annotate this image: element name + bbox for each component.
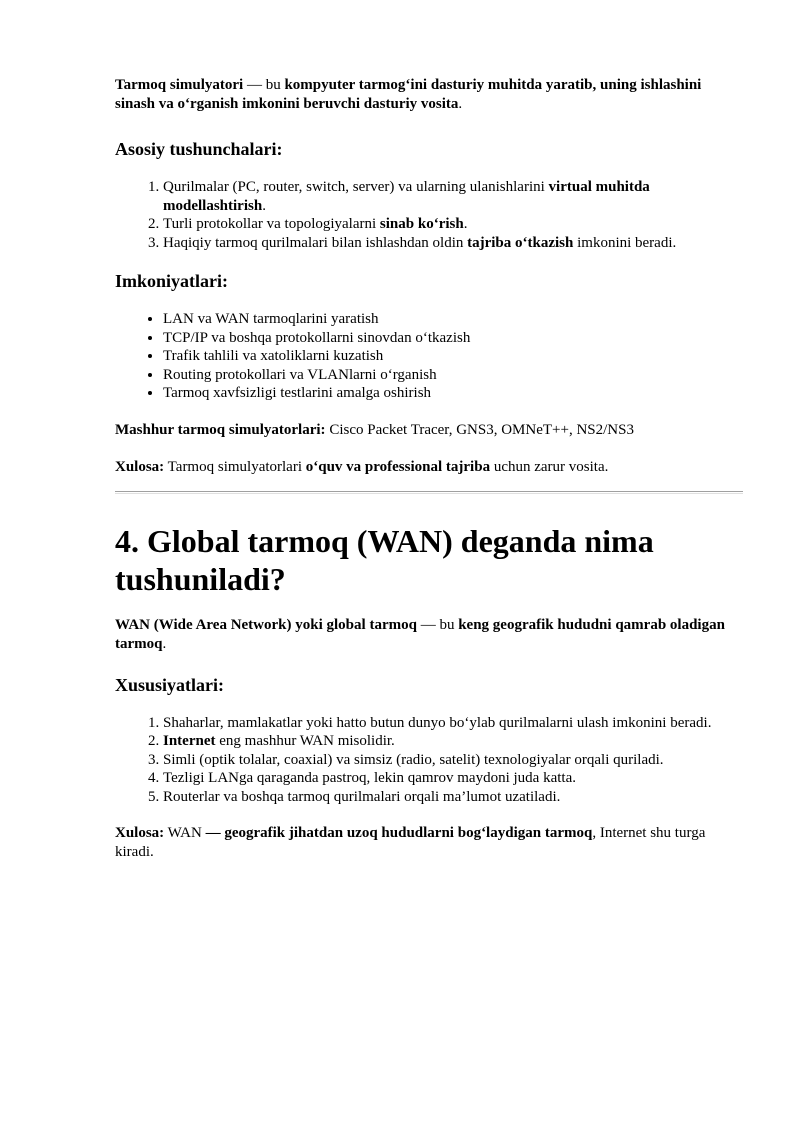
list-item: • LAN va WAN tarmoqlarini yaratish	[163, 310, 743, 329]
conclusion-pre: WAN	[164, 825, 206, 841]
item-text: Simli (optik tolalar, coaxial) va simsiz (radio, satelit) texnologiyalar orqali quriladi.	[163, 751, 664, 768]
list-item	[163, 714, 743, 733]
intro-term: Tarmoq simulyatori	[115, 77, 244, 93]
document-page	[115, 76, 743, 862]
properties-list	[115, 714, 743, 807]
item-after: .	[463, 216, 468, 232]
intro-end: .	[458, 96, 463, 112]
properties-heading: Xususiyatlari:	[115, 674, 225, 695]
item-text: Turli protokollar va topologiyalarni	[163, 216, 380, 232]
conclusion-label: Xulosa:	[115, 825, 165, 841]
conclusion-bold: — geografik jihatdan uzoq hududlarni bog‘laydigan tarmoq	[205, 825, 593, 841]
conclusion-label: Xulosa:	[115, 458, 165, 475]
list-item	[163, 215, 743, 234]
conclusion-pre: Tarmoq simulyatorlari	[164, 458, 306, 475]
conclusion-post: , Internet shu turga kiradi.	[115, 825, 706, 860]
list-item	[163, 234, 743, 253]
wan-conclusion-paragraph	[115, 824, 743, 862]
concepts-list	[115, 178, 743, 252]
concepts-heading: Asosiy tushunchalari:	[115, 139, 283, 159]
list-item	[163, 788, 743, 807]
intro-definition: kompyuter tarmog‘ini dasturiy muhitda yaratib, uning ishlashini sinash va o‘rganish imkonini beruvchi dasturiy vosita	[115, 77, 702, 112]
list-item	[163, 732, 743, 751]
conclusion-paragraph	[115, 458, 743, 477]
wan-dash: — bu	[416, 616, 459, 633]
item-text: Qurilmalar (PC, router, switch, server) va ularning ulanishlarini	[163, 179, 549, 195]
item-text: eng mashhur WAN misolidir.	[215, 733, 395, 749]
famous-simulators-paragraph	[115, 421, 743, 440]
item-text: Shaharlar, mamlakatlar yoki hatto butun dunyo bo‘ylab qurilmalarni ulash imkonini beradi.	[163, 714, 712, 731]
list-item: • Tarmoq xavfsizligi testlarini amalga oshirish	[163, 384, 743, 403]
list-item: • TCP/IP va boshqa protokollarni sinovdan o‘tkazish	[163, 329, 743, 348]
wan-definition: keng geografik hududni qamrab oladigan tarmoq	[115, 616, 725, 652]
item-bold: tajriba o‘tkazish	[467, 234, 574, 251]
wan-definition-paragraph	[115, 616, 743, 654]
intro-dash: — bu	[243, 77, 285, 93]
item-text: Tezligi LANga qaraganda pastroq, lekin qamrov maydoni juda katta.	[163, 770, 576, 786]
conclusion-post: uchun zarur vosita.	[490, 458, 609, 475]
item-text: Routerlar va boshqa tarmoq qurilmalari orqali ma’lumot uzatiladi.	[163, 788, 561, 805]
intro-paragraph	[115, 76, 743, 114]
famous-value: Cisco Packet Tracer, GNS3, OMNeT++, NS2/NS3	[325, 421, 634, 438]
item-after: imkonini beradi.	[573, 234, 677, 251]
section-title: 4. Global tarmoq (WAN) deganda nima tushuniladi?	[115, 522, 654, 597]
list-item	[163, 751, 743, 770]
item-bold: sinab ko‘rish	[379, 216, 464, 232]
item-text: Haqiqiy tarmoq qurilmalari bilan ishlashdan oldin	[163, 234, 468, 251]
list-item	[163, 178, 743, 215]
list-item	[163, 769, 743, 788]
list-item: • Routing protokollari va VLANlarni o‘rganish	[163, 366, 743, 385]
list-item: • Trafik tahlili va xatoliklarni kuzatish	[163, 347, 743, 366]
horizontal-divider	[115, 491, 743, 494]
item-after: .	[262, 197, 266, 214]
features-heading: Imkoniyatlari:	[115, 271, 229, 291]
item-bold: Internet	[163, 733, 216, 749]
item-bold: virtual muhitda modellashtirish	[163, 179, 650, 214]
famous-label: Mashhur tarmoq simulyatorlari:	[115, 421, 326, 438]
wan-end: .	[162, 635, 167, 652]
features-list	[115, 310, 743, 403]
conclusion-bold: o‘quv va professional tajriba	[305, 458, 491, 475]
wan-term: WAN (Wide Area Network) yoki global tarmoq	[115, 616, 417, 633]
